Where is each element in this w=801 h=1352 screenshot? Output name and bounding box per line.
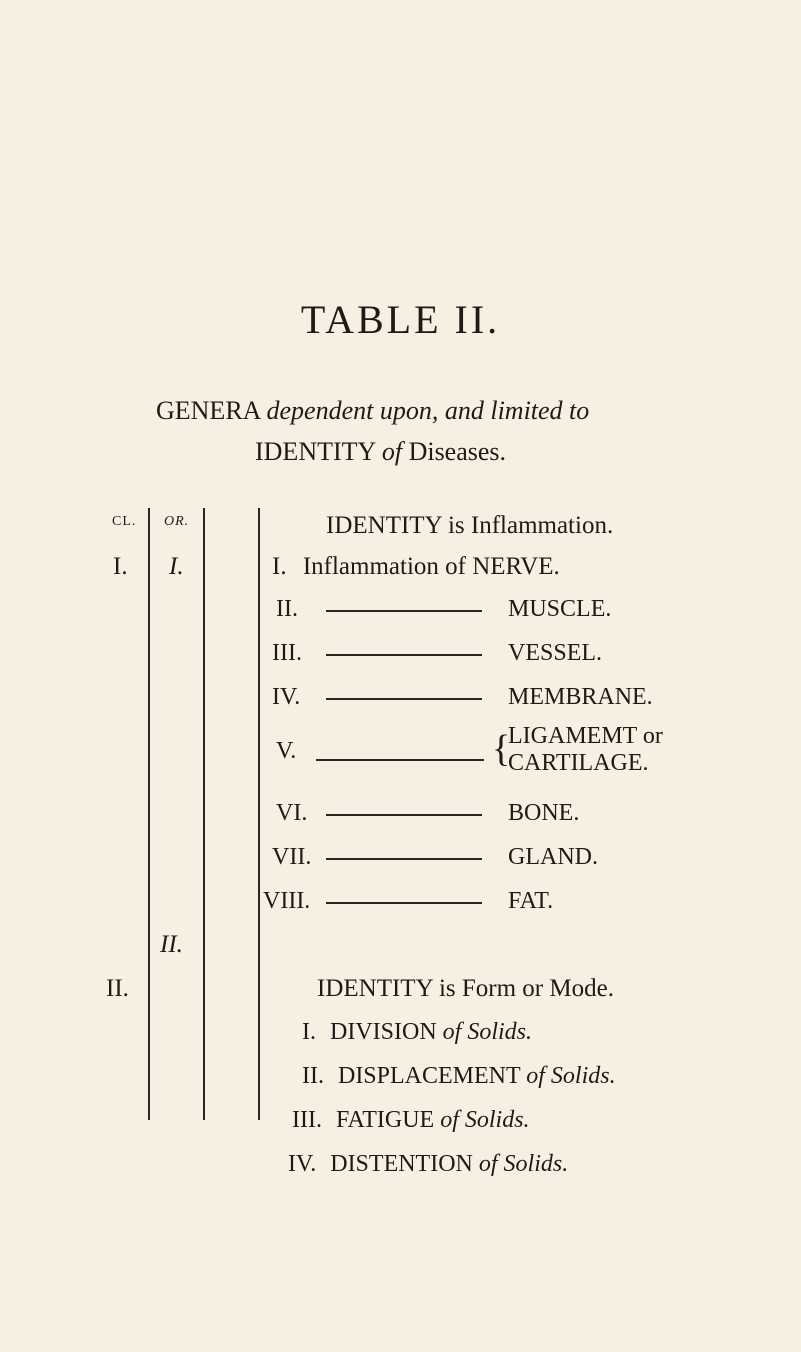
order-numeral-2: II. xyxy=(160,931,183,958)
rule-left xyxy=(148,508,150,1120)
genus-row xyxy=(288,1151,568,1178)
rule-middle xyxy=(203,508,205,1120)
genus-number: II. xyxy=(302,1063,324,1089)
subtitle-genera: GENERA xyxy=(156,396,260,425)
order-numeral-1: I. xyxy=(169,553,184,580)
subtitle-diseases: Diseases. xyxy=(408,437,507,466)
genus-number: IV. xyxy=(272,684,301,710)
column-header-class: CL. xyxy=(112,514,137,529)
genus-row-1 xyxy=(272,553,560,581)
genus-name: Inflammation of NERVE. xyxy=(302,553,560,580)
genus-number: I. xyxy=(272,553,287,580)
genus-qualifier: of Solids. xyxy=(478,1151,569,1177)
genus-row xyxy=(292,1107,530,1134)
subtitle-dependent: dependent upon, and limited to xyxy=(266,396,590,425)
genus-number: V. xyxy=(276,738,297,764)
class2-heading: IDENTITY is Form or Mode. xyxy=(317,975,614,1002)
genus-name-a: LIGAMEMT or xyxy=(508,723,663,749)
genus-number: III. xyxy=(292,1107,322,1133)
dash-line xyxy=(326,814,482,816)
dash-line xyxy=(326,858,482,860)
table-title: TABLE II. xyxy=(300,297,501,342)
genus-row xyxy=(302,1019,532,1046)
genus-name-b: CARTILAGE. xyxy=(508,750,649,776)
genus-name: BONE. xyxy=(508,800,580,826)
dash-line xyxy=(326,610,482,612)
genus-name: FATIGUE xyxy=(335,1107,435,1133)
dash-line xyxy=(326,654,482,656)
genus-number: III. xyxy=(272,640,302,666)
genus-name: DISPLACEMENT xyxy=(337,1063,521,1089)
genus-name: DISTENTION xyxy=(330,1151,473,1177)
genus-qualifier: of Solids. xyxy=(440,1107,530,1133)
genus-row xyxy=(302,1063,616,1090)
genus-number: VIII. xyxy=(263,888,311,914)
genus-number: VI. xyxy=(276,800,308,826)
genus-number: VII. xyxy=(272,844,312,870)
genus-name: DIVISION xyxy=(330,1019,437,1045)
genus-qualifier: of Solids. xyxy=(526,1063,616,1089)
class1-heading: IDENTITY is Inflammation. xyxy=(326,512,614,539)
dash-line xyxy=(326,698,482,700)
genus-number: I. xyxy=(302,1019,316,1045)
brace-icon: { xyxy=(492,728,511,770)
genus-name: FAT. xyxy=(508,888,554,914)
genus-name: MEMBRANE. xyxy=(508,684,653,710)
genus-name: MUSCLE. xyxy=(508,596,612,622)
genus-number: IV. xyxy=(288,1151,317,1177)
subtitle-line-1 xyxy=(156,396,589,426)
rule-right xyxy=(258,508,260,1120)
genus-name: VESSEL. xyxy=(508,640,603,666)
genus-name: GLAND. xyxy=(508,844,598,870)
column-header-order: OR. xyxy=(164,514,190,529)
subtitle-line-2 xyxy=(255,437,506,467)
dash-line xyxy=(316,759,484,761)
genus-qualifier: of Solids. xyxy=(442,1019,532,1045)
subtitle-of: of xyxy=(381,437,403,466)
class-numeral-1: I. xyxy=(113,553,128,580)
dash-line xyxy=(326,902,482,904)
genus-number: II. xyxy=(276,596,298,622)
class-numeral-2: II. xyxy=(106,975,129,1002)
subtitle-identity: IDENTITY xyxy=(255,437,376,466)
